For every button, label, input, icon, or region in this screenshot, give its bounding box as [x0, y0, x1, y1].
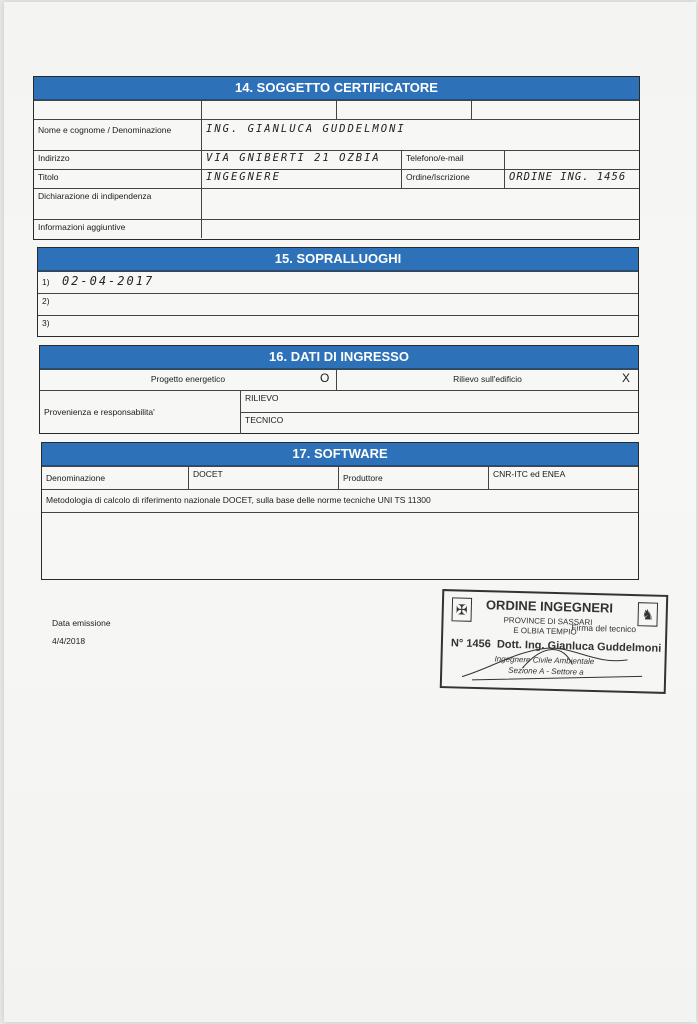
indirizzo-value: VIA GNIBERTI 21 OZBIA — [201, 151, 401, 169]
section-software — [41, 442, 639, 580]
indirizzo-row — [34, 150, 639, 169]
telefono-value — [504, 151, 639, 169]
section-soggetto-certificatore — [33, 76, 640, 240]
section-16-title: 16. DATI DI INGRESSO — [40, 346, 638, 369]
sopralluogo-row — [38, 315, 638, 337]
denominazione-value: DOCET — [188, 467, 338, 489]
progetto-label: Progetto energetico — [150, 374, 226, 384]
produttore-label: Produttore — [338, 467, 488, 489]
blank-row — [42, 512, 638, 579]
dichiarazione-row — [34, 188, 639, 219]
stamp-name: Dott. Ing. Gianluca Guddelmoni — [496, 638, 662, 655]
metodologia-text: Metodologia di calcolo di riferimento nazionale DOCET, sulla base delle norme tecniche UNI TS 11300 — [46, 495, 431, 505]
stamp-firma: Firma del tecnico — [571, 622, 637, 635]
tecnico-value: TECNICO — [240, 412, 638, 434]
rilievo-value: RILIEVO — [240, 391, 638, 412]
stamp-province: PROVINCE DI SASSARI — [503, 615, 593, 627]
sardinia-crest-icon: ✠ — [451, 597, 472, 622]
denominazione-label: Denominazione — [46, 473, 106, 483]
sopralluogo-label: 2) — [42, 296, 50, 306]
stamp-role: Ingegnere Civile Ambientale — [494, 654, 595, 667]
nome-row — [34, 119, 639, 150]
data-emissione-label: Data emissione — [52, 618, 111, 628]
info-row — [34, 219, 639, 238]
data-emissione-value: 4/4/2018 — [52, 636, 86, 646]
denominazione-row — [42, 466, 638, 489]
nome-label: Nome e cognome / Denominazione — [38, 125, 172, 135]
document-page — [4, 2, 696, 1022]
rilievo-label: Rilievo sull'edificio — [336, 370, 638, 390]
titolo-label: Titolo — [38, 172, 59, 182]
section-sopralluoghi — [37, 247, 639, 337]
sopralluogo-row — [38, 293, 638, 315]
ordine-value: ORDINE ING. 1456 — [504, 170, 639, 188]
sopralluogo-label: 3) — [42, 318, 50, 328]
ordine-ingegneri-stamp — [440, 589, 669, 694]
progetto-mark: O — [320, 371, 330, 385]
titolo-value: INGEGNERE — [201, 170, 401, 188]
provenienza-label: Provenienza e responsabilita' — [44, 407, 155, 417]
telefono-label: Telefono/e-mail — [401, 151, 504, 169]
provenienza-row — [40, 390, 638, 434]
signature-scribble-icon — [452, 621, 654, 686]
info-label: Informazioni aggiuntive — [38, 222, 126, 232]
stamp-title: ORDINE INGEGNERI — [485, 597, 614, 616]
stamp-province-2: E OLBIA TEMPIO — [513, 625, 577, 637]
metodologia-row — [42, 489, 638, 512]
section-14-title: 14. SOGGETTO CERTIFICATORE — [34, 77, 639, 100]
rilievo-mark: X — [622, 371, 631, 385]
ordine-label: Ordine/Iscrizione — [401, 170, 504, 188]
dichiarazione-label: Dichiarazione di indipendenza — [38, 191, 152, 201]
progetto-row — [40, 369, 638, 390]
section-dati-ingresso — [39, 345, 639, 434]
titolo-row — [34, 169, 639, 188]
blank-row — [34, 100, 639, 119]
section-15-title: 15. SOPRALLUOGHI — [38, 248, 638, 271]
stamp-number: N° 1456 — [450, 637, 491, 651]
produttore-value: CNR-ITC ed ENEA — [488, 467, 638, 489]
sopralluogo-date: 02-04-2017 — [61, 274, 155, 288]
section-17-title: 17. SOFTWARE — [42, 443, 638, 466]
sopralluogo-row — [38, 271, 638, 293]
nome-value: ING. GIANLUCA GUDDELMONI — [201, 120, 639, 150]
indirizzo-label: Indirizzo — [38, 153, 70, 163]
stamp-sezione: Sezione A - Settore a — [508, 665, 584, 677]
rooster-crest-icon: ♞ — [637, 602, 658, 627]
sopralluogo-label: 1) — [42, 277, 50, 287]
